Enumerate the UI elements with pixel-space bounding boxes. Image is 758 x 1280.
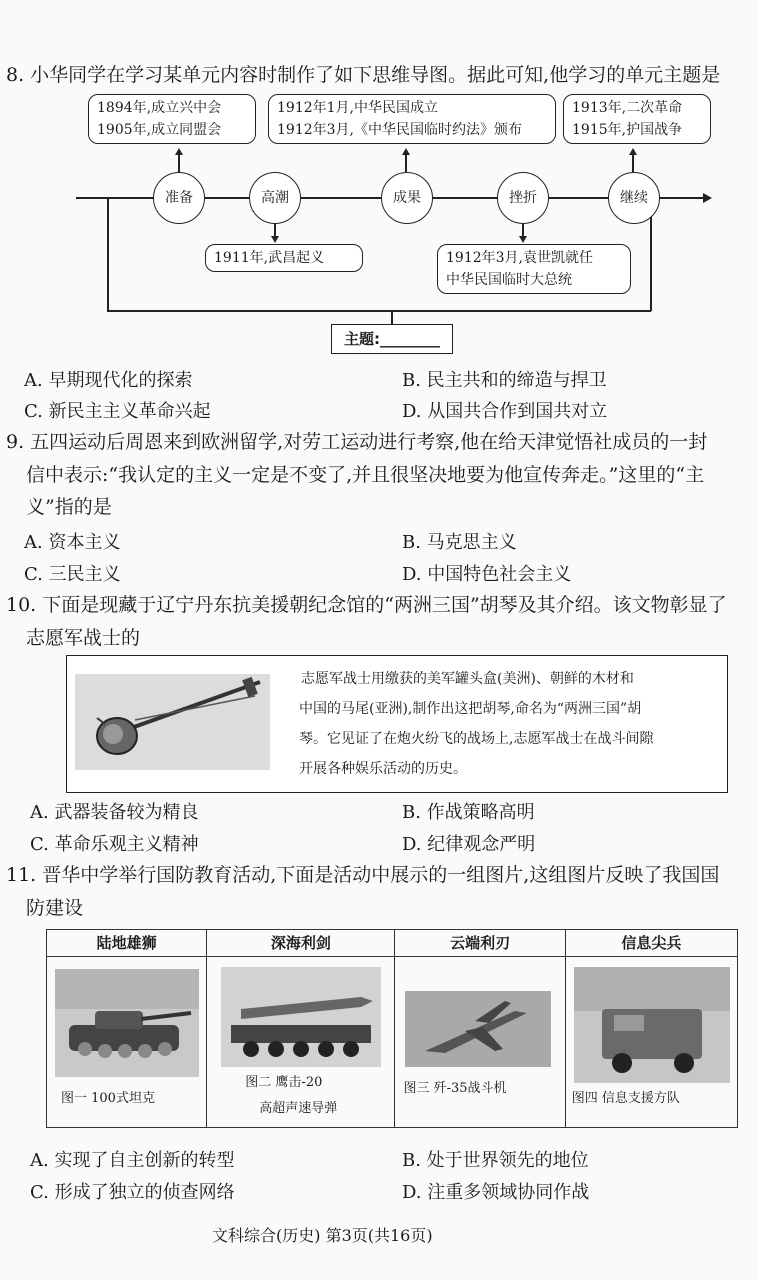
box-line: 1915年,护国战争 bbox=[572, 122, 683, 138]
arrow-down-icon bbox=[271, 236, 279, 243]
arrow-up-icon bbox=[629, 148, 637, 155]
q10-artifact-panel bbox=[66, 655, 728, 793]
table-header-cell bbox=[395, 930, 565, 957]
q11-option-a[interactable]: A. 实现了自主创新的转型 bbox=[30, 1150, 235, 1171]
support-vehicle-icon bbox=[574, 967, 730, 1083]
table-header-cell bbox=[207, 930, 395, 957]
tank-icon bbox=[55, 969, 199, 1077]
box-line: 1912年3月,袁世凯就任 bbox=[446, 250, 593, 266]
column-header: 陆地雄狮 bbox=[96, 934, 157, 952]
mindmap-box-setback bbox=[437, 244, 631, 294]
node-continue: 继续 bbox=[608, 172, 660, 224]
image-cell-missile bbox=[207, 957, 395, 1128]
fighter-jet-icon bbox=[405, 991, 551, 1067]
node-preparation: 准备 bbox=[153, 172, 205, 224]
image-cell-jet bbox=[395, 957, 565, 1128]
q9-option-d[interactable]: D. 中国特色社会主义 bbox=[402, 564, 572, 585]
node-climax: 高潮 bbox=[249, 172, 301, 224]
mindmap-box-preparation bbox=[88, 94, 256, 144]
q8-option-d[interactable]: D. 从国共合作到国共对立 bbox=[402, 401, 608, 422]
box-line: 中华民国临时大总统 bbox=[446, 272, 572, 288]
image-cell-tank bbox=[47, 957, 207, 1128]
node-result: 成果 bbox=[381, 172, 433, 224]
box-line: 1894年,成立兴中会 bbox=[97, 100, 222, 116]
intro-line: 开展各种娱乐活动的历史。 bbox=[299, 761, 467, 777]
box-line: 1913年,二次革命 bbox=[572, 100, 683, 116]
image-caption: 图三 歼-35战斗机 bbox=[403, 1081, 507, 1096]
table-header-cell bbox=[565, 930, 737, 957]
q9-option-a[interactable]: A. 资本主义 bbox=[24, 532, 121, 553]
q10-option-b[interactable]: B. 作战策略高明 bbox=[402, 802, 535, 823]
arrow-up-icon bbox=[175, 148, 183, 155]
q9-stem-line: 义”指的是 bbox=[26, 496, 112, 518]
q11-stem-line: 防建设 bbox=[26, 897, 84, 919]
q10-option-c[interactable]: C. 革命乐观主义精神 bbox=[30, 834, 199, 855]
erhu-photo bbox=[75, 674, 270, 770]
column-header: 深海利剑 bbox=[270, 934, 331, 952]
erhu-intro bbox=[299, 664, 653, 784]
arrow-up-icon bbox=[402, 148, 410, 155]
image-caption: 高超声速导弹 bbox=[259, 1101, 338, 1116]
mindmap-box-climax bbox=[205, 244, 363, 272]
q11-option-d[interactable]: D. 注重多领域协同作战 bbox=[402, 1182, 590, 1203]
q10-option-a[interactable]: A. 武器装备较为精良 bbox=[30, 802, 199, 823]
image-caption: 图二 鹰击-20 bbox=[245, 1075, 323, 1090]
q8-option-c[interactable]: C. 新民主主义革命兴起 bbox=[24, 401, 211, 422]
image-caption: 图四 信息支援方队 bbox=[571, 1091, 680, 1106]
box-line: 1912年3月,《中华民国临时约法》颁布 bbox=[277, 122, 522, 138]
intro-line: 琴。它见证了在炮火纷飞的战场上,志愿军战士在战斗间隙 bbox=[299, 731, 654, 747]
page-footer: 文科综合(历史) 第3页(共16页) bbox=[212, 1226, 433, 1245]
box-line: 1911年,武昌起义 bbox=[214, 250, 325, 266]
image-cell-vehicle bbox=[565, 957, 737, 1128]
q11-option-b[interactable]: B. 处于世界领先的地位 bbox=[402, 1150, 589, 1171]
missile-icon bbox=[221, 967, 381, 1067]
table-header-cell bbox=[47, 930, 207, 957]
q10-stem-line: 志愿军战士的 bbox=[26, 627, 141, 649]
q8-stem: 8. 小华同学在学习某单元内容时制作了如下思维导图。据此可知,他学习的单元主题是 bbox=[6, 64, 721, 86]
q9-stem-line: 9. 五四运动后周恩来到欧洲留学,对劳工运动进行考察,他在给天津觉悟社成员的一封 bbox=[6, 431, 708, 453]
intro-line: 志愿军战士用缴获的美军罐头盒(美洲)、朝鲜的木材和 bbox=[301, 671, 634, 687]
mindmap-box-continue bbox=[563, 94, 711, 144]
q10-option-d[interactable]: D. 纪律观念严明 bbox=[402, 834, 536, 855]
column-header: 云端利刃 bbox=[450, 934, 511, 952]
box-line: 1912年1月,中华民国成立 bbox=[277, 100, 438, 116]
erhu-icon bbox=[75, 674, 270, 770]
q11-image-table bbox=[46, 929, 738, 1128]
q9-option-b[interactable]: B. 马克思主义 bbox=[402, 532, 517, 553]
arrow-right-icon bbox=[703, 193, 712, 203]
column-header: 信息尖兵 bbox=[621, 934, 682, 952]
q8-option-a[interactable]: A. 早期现代化的探索 bbox=[24, 370, 193, 391]
intro-line: 中国的马尾(亚洲),制作出这把胡琴,命名为“两洲三国”胡 bbox=[299, 701, 642, 717]
image-caption: 图一 100式坦克 bbox=[61, 1091, 155, 1106]
node-setback: 挫折 bbox=[497, 172, 549, 224]
q11-stem-line: 11. 晋华中学举行国防教育活动,下面是活动中展示的一组图片,这组图片反映了我国国 bbox=[6, 864, 720, 886]
arrow-down-icon bbox=[519, 236, 527, 243]
q9-stem-line: 信中表示:“我认定的主义一定是不变了,并且很坚决地要为他宣传奔走。”这里的“主 bbox=[26, 464, 705, 486]
q9-option-c[interactable]: C. 三民主义 bbox=[24, 564, 121, 585]
q8-option-b[interactable]: B. 民主共和的缔造与捍卫 bbox=[402, 370, 607, 391]
q11-option-c[interactable]: C. 形成了独立的侦查网络 bbox=[30, 1182, 235, 1203]
q10-stem-line: 10. 下面是现藏于辽宁丹东抗美援朝纪念馆的“两洲三国”胡琴及其介绍。该文物彰显了 bbox=[6, 594, 727, 616]
box-line: 1905年,成立同盟会 bbox=[97, 122, 222, 138]
theme-box: 主题:________ bbox=[331, 324, 453, 354]
mindmap-box-result bbox=[268, 94, 556, 144]
